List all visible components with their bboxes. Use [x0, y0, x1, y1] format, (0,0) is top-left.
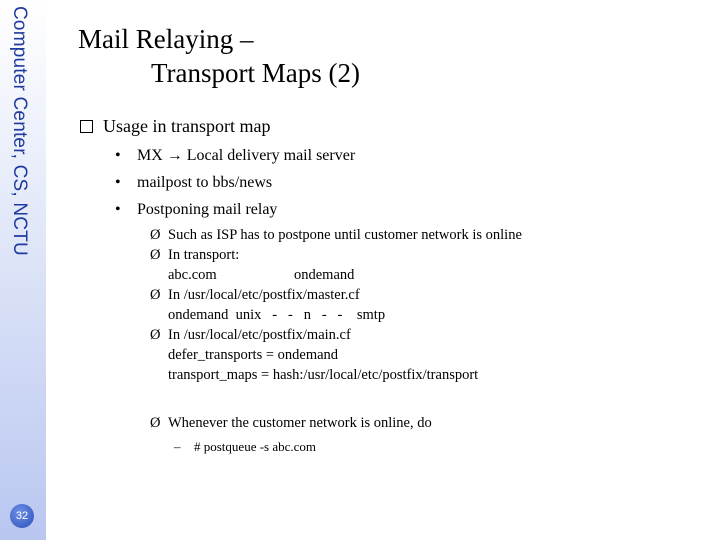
arrow-bullet-icon: Ø	[150, 227, 161, 243]
transport-entry	[150, 265, 522, 285]
bullet-dot-icon: •	[115, 201, 121, 218]
defer-transports-line: defer_transports = ondemand	[168, 347, 339, 363]
transport-domain: abc.com	[168, 267, 217, 283]
main-cf-text: In /usr/local/etc/postfix/main.cf	[168, 327, 351, 343]
title-line-1: Mail Relaying –	[78, 24, 254, 54]
arrow-bullet-icon: Ø	[150, 247, 161, 263]
transport-value: ondemand	[294, 267, 355, 283]
bullet-text-postponing: Postponing mail relay	[137, 201, 278, 218]
title-line-2: Transport Maps (2)	[151, 58, 360, 88]
page-number-badge: 32	[10, 504, 34, 528]
arrow-bullet-icon: Ø	[150, 287, 161, 303]
bullet-dot-icon: •	[115, 147, 121, 164]
list-item	[115, 172, 355, 199]
level1-item	[80, 116, 270, 137]
transport-maps-line: transport_maps = hash:/usr/local/etc/postfix/transport	[168, 367, 479, 383]
bullet-text-mailpost: mailpost to bbs/news	[137, 174, 273, 191]
list-item	[115, 145, 355, 172]
list-item	[150, 413, 522, 433]
list-item	[150, 325, 522, 345]
list-item	[115, 199, 355, 226]
master-cf-text: In /usr/local/etc/postfix/master.cf	[168, 287, 360, 303]
bullet-list	[115, 145, 355, 226]
bullet-text-mx: MX → Local delivery mail server	[137, 147, 356, 164]
postqueue-command: # postqueue -s abc.com	[194, 439, 317, 454]
sidebar-label: Computer Center, CS, NCTU	[9, 6, 30, 256]
in-transport-text: In transport:	[168, 247, 240, 263]
arrow-bullet-icon: Ø	[150, 415, 161, 431]
command-item	[150, 437, 522, 457]
sidebar	[0, 0, 46, 540]
list-item	[150, 245, 522, 265]
level1-text: Usage in transport map	[103, 116, 271, 136]
spacer	[150, 385, 522, 413]
slide-title	[78, 22, 360, 90]
whenever-text: Whenever the customer network is online, do	[168, 415, 432, 431]
sub-list	[150, 225, 522, 457]
isp-text: Such as ISP has to postpone until customer network is online	[168, 227, 522, 243]
master-cf-line: ondemand unix - - n - - smtp	[168, 307, 386, 323]
checkbox-bullet-icon	[80, 120, 93, 133]
list-item	[150, 225, 522, 245]
arrow-bullet-icon: Ø	[150, 327, 161, 343]
list-item	[150, 285, 522, 305]
bullet-dot-icon: •	[115, 174, 121, 191]
dash-bullet-icon: –	[174, 439, 181, 454]
